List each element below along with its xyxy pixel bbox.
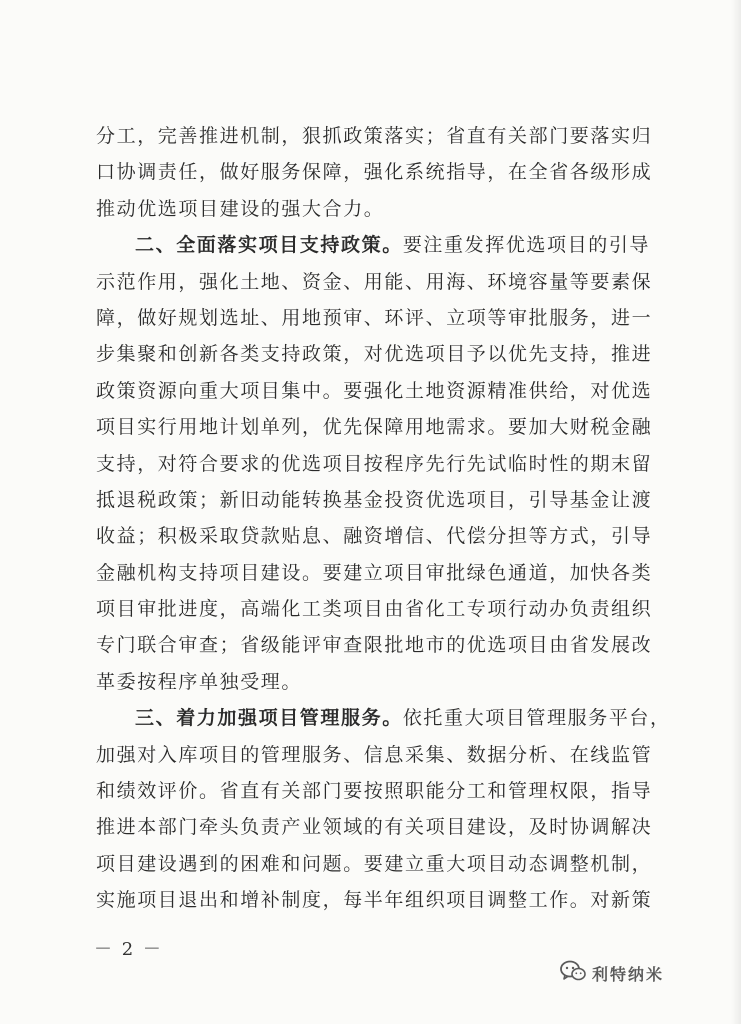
- body-text: [96, 118, 671, 919]
- watermark-text: 利特纳米: [592, 964, 665, 984]
- text-line: 项目建设遇到的困难和问题。要建立重大项目动态调整机制，: [96, 852, 653, 875]
- text-line: 口协调责任，做好服务保障，强化系统指导，在全省各级形成: [96, 161, 653, 184]
- text-line: 专门联合审查；省级能评审查限批地市的优选项目由省发展改: [96, 634, 653, 657]
- text-line: 政策资源向重大项目集中。要强化土地资源精准供给，对优选: [96, 379, 653, 402]
- text-line: 抵退税政策；新旧动能转换基金投资优选项目，引导基金让渡: [96, 488, 653, 511]
- text-line: 革委按程序单独受理。: [96, 670, 303, 693]
- text-line: 和绩效评价。省直有关部门要按照职能分工和管理权限，指导: [96, 780, 653, 803]
- text-line: 金融机构支持项目建设。要建立项目审批绿色通道，加快各类: [96, 561, 653, 584]
- text-line: 障，做好规划选址、用地预审、环评、立项等审批服务，进一: [96, 306, 653, 329]
- text-line: 支持，对符合要求的优选项目按程序先行先试临时性的期末留: [96, 452, 653, 475]
- wechat-icon: [560, 960, 586, 986]
- text-run: 要注重发挥优选项目的引导: [402, 234, 651, 257]
- text-line: 示范作用，强化土地、资金、用能、用海、环境容量等要素保: [96, 270, 653, 293]
- text-line: 项目审批进度，高端化工类项目由省化工专项行动办负责组织: [96, 598, 653, 621]
- text-line: 收益；积极采取贷款贴息、融资增信、代偿分担等方式，引导: [96, 525, 653, 548]
- text-line: 项目实行用地计划单列，优先保障用地需求。要加大财税金融: [96, 416, 653, 439]
- text-line: 推动优选项目建设的强大合力。: [96, 197, 385, 220]
- text-line: 实施项目退出和增补制度，每半年组织项目调整工作。对新策: [96, 889, 653, 912]
- scan-edge: [731, 0, 741, 1024]
- section-heading: 三、着力加强项目管理服务。: [135, 707, 403, 730]
- text-run: 依托重大项目管理服务平台，: [402, 707, 671, 730]
- page-number: － 2 －: [94, 939, 163, 960]
- section-heading-line: [96, 700, 671, 736]
- watermark: [560, 960, 664, 986]
- text-line: 步集聚和创新各类支持政策，对优选项目予以优先支持，推进: [96, 343, 653, 366]
- text-line: 分工，完善推进机制，狠抓政策落实；省直有关部门要落实归: [96, 125, 653, 147]
- text-line: 加强对入库项目的管理服务、信息采集、数据分析、在线监管: [96, 743, 653, 766]
- section-heading-line: [96, 227, 651, 263]
- section-heading: 二、全面落实项目支持政策。: [135, 234, 403, 257]
- text-line: 推进本部门牵头负责产业领域的有关项目建设，及时协调解决: [96, 816, 653, 839]
